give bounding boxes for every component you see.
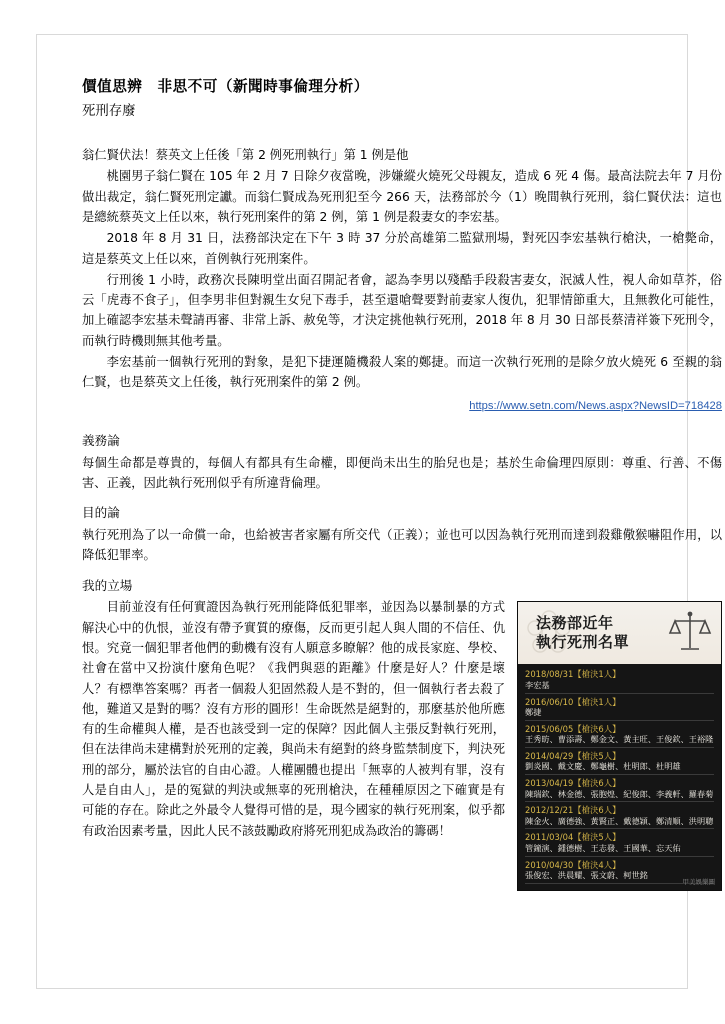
news-paragraph: 桃園男子翁仁賢在 105 年 2 月 7 日除夕夜當晚，涉嫌縱火燒死父母親友，造成 6 死 4 傷。最高法院去年 7 月份做出裁定，翁仁賢死刑定讞。而翁仁賢成為死刑犯至今 266 天，法務部於今（1）晚間執行死刑，翁仁賢伏法：這也是總統蔡英文上任以來，執行死刑案件的第 2 例，第 1 例是殺妻女的李宏基。 [82,169,722,225]
list-item [525,697,714,721]
entry-date: 2011/03/04【槍決5人】 [525,832,621,843]
section-heading-deontology: 義務論 [82,433,120,449]
entry-names: 劉炎國、戴文慶、鄭龜樹、杜明郎、杜明雄 [525,761,714,775]
list-item [525,778,714,802]
entry-names: 陳金火、廣德強、黃賢正、戴德穎、鄭清順、洪明聰 [525,816,714,830]
entry-names: 管鐘演、鍾德樹、王志發、王國華、忘天佑 [525,843,714,857]
entry-date: 2012/12/21【槍決6人】 [525,805,621,816]
page-subtitle: 死刑存廢 [82,104,136,120]
section-heading-teleology: 目的論 [82,505,120,521]
justice-scale-icon [667,608,713,656]
poster-image [517,601,722,891]
entry-date: 2018/08/31【槍決1人】 [525,669,621,680]
entry-names: 鄭捷 [525,707,714,721]
poster-title-line2: 執行死刑名單 [536,633,630,652]
news-paragraph: 李宏基前一個執行死刑的對象，是犯下捷運隨機殺人案的鄭捷。而這一次執行死刑的是除夕放火燒死 6 至親的翁仁賢，也是蔡英文上任後，執行死刑案件的第 2 例。 [82,355,722,390]
poster-title-line1: 法務部近年 [536,614,614,633]
list-item [525,669,714,693]
list-item [525,832,714,856]
section-heading-my-position: 我的立場 [82,577,133,593]
death-penalty-list-figure [517,601,722,891]
entry-date: 2014/04/29【槍決5人】 [525,750,621,761]
entry-names: 陳瑞欽、林金德、張胞煌、紀俊郎、李義軒、羅春菊 [525,789,714,803]
entry-date: 2015/06/05【槍決6人】 [525,723,621,734]
news-paragraph: 行刑後 1 小時，政務次長陳明堂出面召開記者會，認為李男以殘酷手段殺害妻女，泯滅人性，視人命如草芥，俗云「虎毒不食子」，但李男非但對親生女兒下毒手，甚至還嗆聲要對前妻家人復仇，犯罪情節重大，且無教化可能性，加上確認李宏基未聲請再審、非常上訴、赦免等，才決定挑他執行死刑，2018 年 8 月 30 日部長蔡清祥簽下死刑令，而執行時機則無其他考量。 [82,272,722,348]
document-content [82,75,722,897]
list-item [525,751,714,775]
entry-names: 張俊宏、洪晨耀、張文蔚、柯世銘 [525,870,714,884]
entry-names: 李宏基 [525,680,714,694]
news-heading: 翁仁賢伏法！蔡英文上任後「第 2 例死刑執行」第 1 例是他 [82,148,409,163]
list-item [525,805,714,829]
list-item [525,724,714,748]
section-body-my-position: 目前並沒有任何實證因為執行死刑能降低犯罪率，並因為以暴制暴的方式解決心中的仇恨，並沒有帶予實質的療傷，反而更引起人與人間的不信任、仇恨。究竟一個犯罪者他們的動機有沒有人願意多瞭解？他的成長家庭、學校、社會在當中又扮演什麼角色呢？《我們與惡的距離》什麼是好人？什麼是壞人？有標準答案嗎？再者一個殺人犯固然殺人是不對的，但一個執行者去殺了他，難道又是對的嗎？沒有方形的圓形！生命既然是絕對的，那麼基於他所應有的生命權與人權，是否也該受到一定的保障？因此個人主張反對執行死刑，但在法律尚未建構對於死刑的定義，與尚未有絕對的終身監禁制度下，判決死刑的部分，屬於法官的自由心證。人權團體也提出「無辜的人被判有罪，沒有人是自由人」，是的冤獄的判決或無辜的死刑槍決，在種種原因之下確實是有可能的存在。除此之外最令人覺得可惜的是，現今國家的執行死刑案，似乎都有政治因素考量，因此人民不該鼓勵政府將死刑犯成為政治的籌碼！ [82,600,505,838]
paper-sheet [36,34,722,989]
entry-date: 2013/04/19【槍決6人】 [525,778,621,789]
poster-header [518,602,721,664]
poster-title [536,614,629,652]
poster-entry-list [518,664,721,890]
section-body-teleology: 執行死刑為了以一命償一命，也給被害者家屬有所交代（正義）；並也可以因為執行死刑而達到殺雞儆猴嚇阻作用，以降低犯罪率。 [82,528,722,563]
page-title: 價值思辨 非思不可（新聞時事倫理分析） [82,78,369,95]
news-paragraph: 2018 年 8 月 31 日，法務部決定在下午 3 時 37 分於高雄第二監獄刑場，對死囚李宏基執行槍決，一槍斃命，這是蔡英文上任以來，首例執行死刑案件。 [82,231,722,266]
entry-date: 2016/06/10【槍決1人】 [525,696,621,707]
poster-footer-credit: 甲美娛樂圖 [682,877,715,886]
entry-date: 2010/04/30【槍決4人】 [525,859,621,870]
section-body-deontology: 每個生命都是尊貴的，每個人有都具有生命權，即便尚未出生的胎兒也是；基於生命倫理四原則：尊重、行善、不傷害、正義，因此執行死刑似乎有所違背倫理。 [82,455,722,491]
source-link[interactable]: https://www.setn.com/News.aspx?NewsID=718428 [469,399,722,412]
entry-names: 王秀昉、曹添壽、鄭金文、黃主旺、王俊欽、王裕隆 [525,734,714,748]
